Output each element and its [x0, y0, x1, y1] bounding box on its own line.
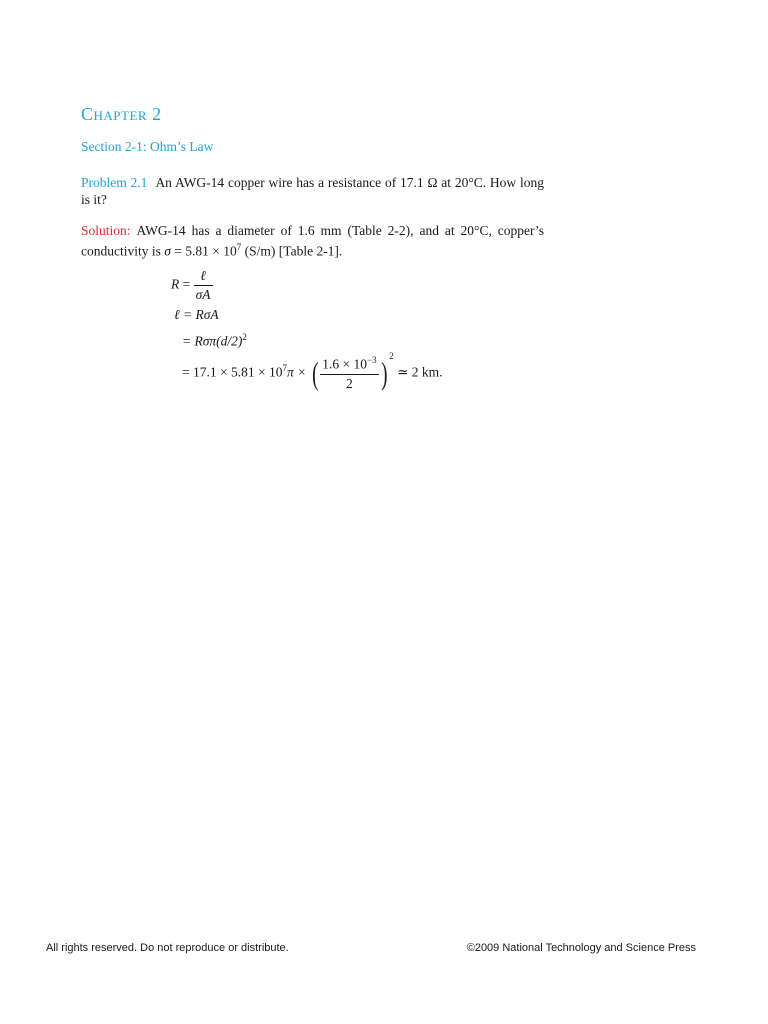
- problem-label: Problem 2.1: [81, 175, 148, 190]
- problem-text: An AWG-14 copper wire has a resistance of 17.1 Ω at 20°C. How long is it?: [81, 175, 544, 207]
- eq2-rhs: = RσA: [179, 307, 219, 322]
- footer-copyright: ©2009 National Technology and Science Press: [466, 942, 696, 954]
- eq1-fraction: [194, 268, 213, 303]
- eq4-factor-a: = 17.1 × 5.81 × 10: [182, 364, 283, 380]
- solution-paragraph: [81, 222, 544, 260]
- right-paren-icon: ): [380, 355, 388, 392]
- eq1-lhs: R: [171, 276, 180, 292]
- eq4-fraction: [320, 355, 378, 392]
- left-paren-icon: (: [311, 355, 319, 392]
- solution-text-1: AWG-14 has a diameter of 1.6 mm (Table 2-2), and at 20°C, copper’s conductivity is: [81, 223, 544, 259]
- equation-numeric-result: [182, 350, 443, 392]
- solution-text-3: (S/m) [Table 2-1].: [241, 243, 343, 259]
- eq1-numerator: ℓ: [200, 268, 206, 283]
- chapter-title: Chapter 2: [81, 104, 162, 124]
- problem-paragraph: [81, 174, 544, 208]
- eq4-factor-a-exponent: 7: [282, 362, 287, 373]
- eq3-rhs: = Rσπ(d/2): [182, 333, 243, 349]
- eq4-numerator-exponent: −3: [367, 355, 377, 365]
- eq4-denominator: 2: [320, 374, 378, 392]
- eq4-numerator-base: 1.6 × 10: [322, 356, 367, 372]
- eq4-result: ≃ 2 km.: [393, 364, 443, 380]
- eq1-denominator: σA: [195, 287, 211, 302]
- equation-length-diameter: [182, 332, 247, 350]
- eq1-equals: =: [179, 276, 194, 292]
- solution-text-2: = 5.81 × 10: [170, 243, 237, 259]
- eq4-factor-b: π ×: [286, 364, 310, 380]
- equation-length: [174, 307, 219, 323]
- solution-exponent: 7: [236, 242, 242, 252]
- equation-resistance: [171, 268, 213, 303]
- eq3-exponent: 2: [242, 332, 247, 342]
- eq4-outer-exponent: 2: [389, 350, 394, 361]
- section-heading: Section 2-1: Ohm’s Law: [81, 139, 214, 154]
- footer-rights-notice: All rights reserved. Do not reproduce or distribute.: [46, 942, 289, 954]
- eq4-numerator: [320, 355, 378, 374]
- sigma-symbol: σ: [164, 243, 171, 259]
- eq2-lhs: ℓ: [174, 307, 180, 322]
- solution-label: Solution:: [81, 223, 131, 238]
